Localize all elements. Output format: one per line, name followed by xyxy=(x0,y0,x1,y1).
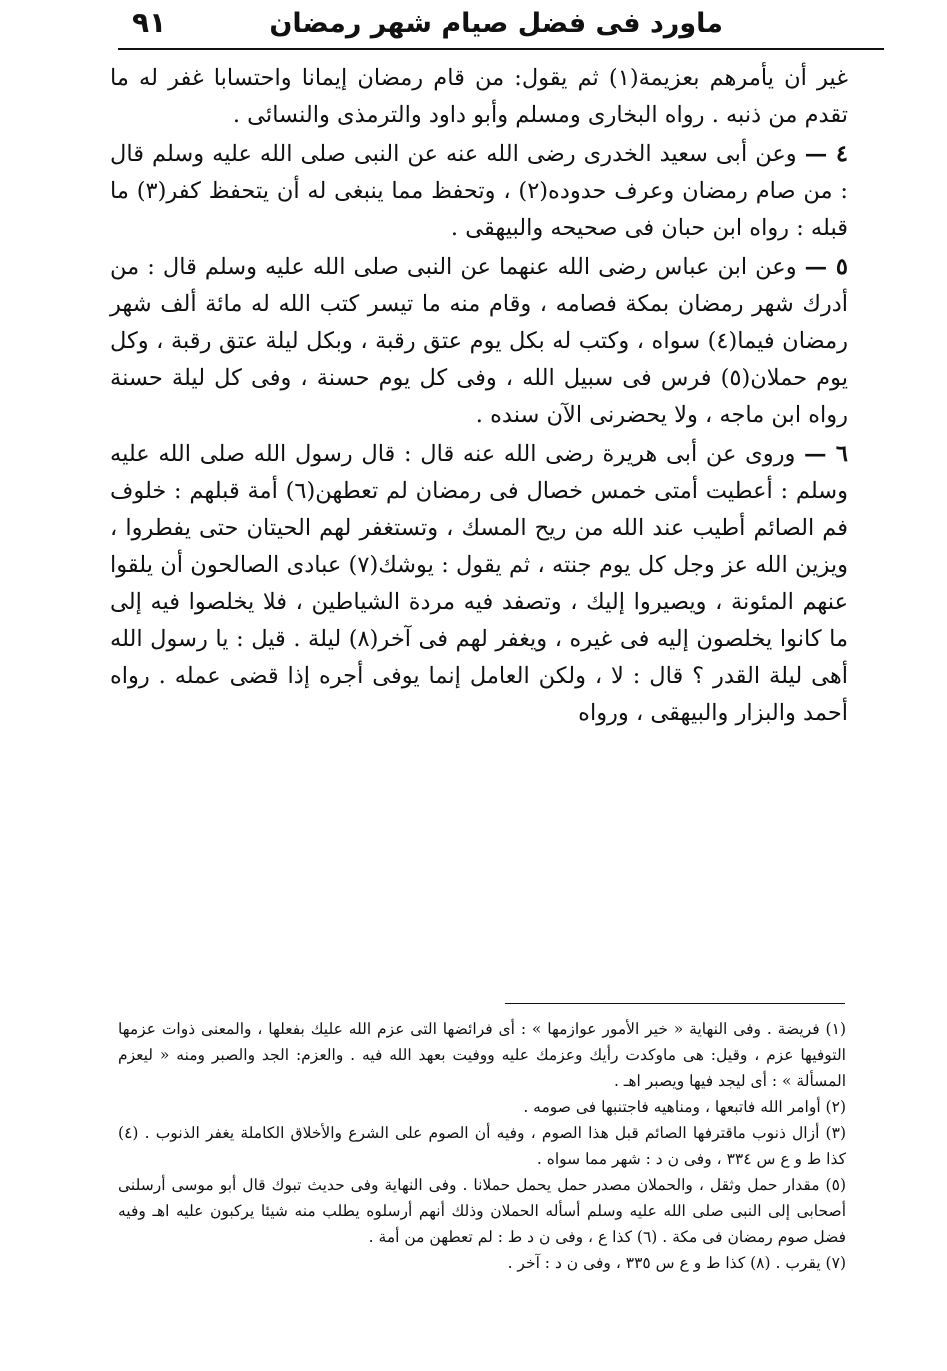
main-text xyxy=(110,60,848,732)
paragraph-continuation xyxy=(110,60,848,134)
running-title: ماورد فى فضل صيام شهر رمضان xyxy=(269,8,723,39)
hadith-number: ٥ — xyxy=(804,254,848,280)
hadith-number: ٤ — xyxy=(804,141,848,167)
hadith-4 xyxy=(110,136,848,247)
footnote-7-8: (٧) يقرب . (٨) كذا ط و ع س ٣٣٥ ، وفى ن د : آخر . xyxy=(507,1254,846,1272)
hadith-number: ٦ — xyxy=(804,441,849,467)
hadith-5 xyxy=(110,249,848,434)
paragraph-text: وعن أبى سعيد الخدرى رضى الله عنه عن النبى صلى الله عليه وسلم قال : من صام رمضان وعرف حدوده(٢) ، وتحفظ مما ينبغى له أن يتحفظ كفر(٣) ما قبله : رواه ابن حبان فى صحيحه والبيهقى . xyxy=(110,141,848,241)
footnote-2: (٢) أوامر الله فاتبعها ، ومناهيه فاجتنبها فى صومه . xyxy=(523,1098,846,1116)
page-header xyxy=(118,6,883,46)
footnote-5-6: (٥) مقدار حمل وثقل ، والحملان مصدر حمل يحمل حملانا . وفى النهاية وفى حديث تبوك قال أبو موسى أرسلنى أصحابى إلى النبى صلى الله عليه وسلم أسأله الحملان وذلك أنهم أرسلوه يطلب منه شيئا يركبون عليه اهـ وفيه فضل صوم رمضان فى مكة . (٦) كذا ع ، وفى ن د ط : لم تعطهن من أمة . xyxy=(118,1176,846,1246)
header-rule xyxy=(118,48,884,50)
footnote-1: (١) فريضة . وفى النهاية « خير الأمور عوازمها » : أى فرائضها التى عزم الله عليك بفعلها ، والمعنى ذوات عزمها التوفيها عزم ، وقيل: هى ماوكدت رأيك وعزمك عليه ووفيت بعهد الله فيه . والعزم: الجد والصبر ومنه « ليعزم المسألة » : أى ليجد فيها ويصبر اهـ . xyxy=(118,1020,846,1090)
footnote-3-4: (٣) أزال ذنوب ماقترفها الصائم قبل هذا الصوم ، وفيه أن الصوم على الشرع والأخلاق الكاملة يغفر الذنوب . (٤) كذا ط و ع س ٣٣٤ ، وفى ن د : شهر مما سواه . xyxy=(118,1124,846,1168)
paragraph-text: وروى عن أبى هريرة رضى الله عنه قال : قال رسول الله صلى الله عليه وسلم : أعطيت أمتى خمس خصال فى رمضان لم تعطهن(٦) أمة قبلهم : خلوف فم الصائم أطيب عند الله من ريح المسك ، وتستغفر لهم الحيتان حتى يفطروا ، ويزين الله عز وجل كل يوم جنته ، ثم يقول : يوشك(٧) عبادى الصالحون أن يلقوا عنهم المئونة ، ويصيروا إليك ، وتصفد فيه مردة الشياطين ، فلا يخلصوا فيه إلى ما كانوا يخلصون إليه فى غيره ، ويغفر لهم فى آخر(٨) ليلة . قيل : يا رسول الله أهى ليلة القدر ؟ قال : لا ، ولكن العامل إنما يوفى أجره إذا قضى عمله . رواه أحمد والبزار والبيهقى ، ورواه xyxy=(110,441,848,726)
paragraph-text: وعن ابن عباس رضى الله عنهما عن النبى صلى الله عليه وسلم قال : من أدرك شهر رمضان بمكة فصامه ، وقام منه ما تيسر كتب الله له مائة ألف شهر رمضان فيما(٤) سواه ، وكتب له بكل يوم عتق رقبة ، وبكل ليلة عتق رقبة ، وكل يوم حملان(٥) فرس فى سبيل الله ، وفى كل يوم حسنة ، وفى كل ليلة حسنة رواه ابن ماجه ، ولا يحضرنى الآن سنده . xyxy=(110,254,848,428)
hadith-6 xyxy=(110,436,848,732)
footnotes xyxy=(118,1016,846,1276)
page-number: ٩١ xyxy=(132,6,167,39)
paragraph-text: غير أن يأمرهم بعزيمة(١) ثم يقول: من قام رمضان إيمانا واحتسابا غفر له ما تقدم من ذنبه . رواه البخارى ومسلم وأبو داود والترمذى والنسائى . xyxy=(110,65,848,128)
footnote-rule xyxy=(505,1003,845,1004)
